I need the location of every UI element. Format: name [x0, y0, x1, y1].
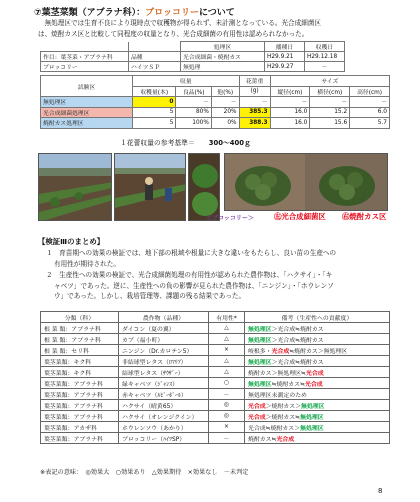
info-header: 播種日	[265, 42, 305, 52]
effect-mark: ○	[209, 378, 245, 389]
results-row: 光合成細菌処理区 5 80% 20% 385.3 16.0 15.2 6.0	[41, 107, 390, 118]
crop-note: 岐根多・光合成≒焼酎カス＞無処理区	[245, 345, 390, 356]
field-photo	[38, 153, 112, 221]
photo-strip	[38, 153, 388, 225]
section-title	[34, 5, 235, 18]
results-row: 無処理区 0 － － － － － －	[41, 97, 390, 108]
effect-mark: △	[209, 323, 245, 334]
info-cell: ハイツＳＰ	[129, 62, 181, 72]
results-subheader: 高径(cm)	[350, 86, 390, 97]
plant-photo	[188, 153, 220, 221]
results-subheader: 縦径(cm)	[270, 86, 310, 97]
crop-row: 葉茎菜類：アカザ科 ホウレンソウ（あかり） × 光合成≒焼酎カス＞無処理区	[41, 422, 390, 433]
photo-caption-right: ㊨焼酎カス区	[342, 212, 387, 221]
effect-mark: ◎	[209, 400, 245, 411]
effect-mark: △	[209, 367, 245, 378]
crop-note: 焼酎カス≒光合成	[245, 433, 390, 444]
effect-mark: ×	[209, 422, 245, 433]
crop-row: 根 菜 類：アブラナ科 カブ（福小町） △ 無処理区＞光合成≒焼酎カス	[41, 334, 390, 345]
effect-mark: －	[209, 433, 245, 444]
results-subheader: 収穫量(本)	[133, 86, 176, 97]
crop-row: 根 菜 類：セリ科 ニンジン（Dr.カロテン5） × 岐根多・光合成≒焼酎カス＞無処理区	[41, 345, 390, 356]
results-subheader: 他(%)	[211, 86, 239, 97]
field-work-photo	[114, 153, 186, 221]
crop-row: 葉茎菜類：アブラナ科 赤キャベツ（ﾙﾋﾞｰﾎﾞｰﾙ） － 無処理区未測定のため	[41, 389, 390, 400]
results-header: 花蕾重	[239, 76, 270, 87]
crop-note: 焼酎カス＞無処理区≒光合成	[245, 367, 390, 378]
intro-line: 無処理区では生育不良により現時点で収穫物が得られず、未計測となっている。光合成細菌区	[38, 19, 322, 27]
crop-note: 無処理区＞光合成≒焼酎カス	[245, 356, 390, 367]
results-subheader: 良品(%)	[176, 86, 211, 97]
crop-note: 無処理区未測定のため	[245, 389, 390, 400]
photo-caption-left: ㊧光合成細菌区	[274, 212, 326, 221]
crop-row: 葉茎菜類：キク科 非結球型レタス（ﾛﾏﾘｱ） △ 無処理区＞光合成≒焼酎カス	[41, 356, 390, 367]
info-cell: ブロッコリー	[41, 62, 129, 72]
crop-note: 無処理区＞光合成≒焼酎カス	[245, 323, 390, 334]
summary-heading: 【検証Ⅲのまとめ】	[38, 237, 105, 246]
info-cell: H29.12.18	[305, 52, 345, 62]
crop-table-header: 有用性*	[209, 312, 245, 323]
results-subheader: (g)	[239, 86, 270, 97]
results-header: 収量	[133, 76, 240, 87]
legend-note: ※表記の意味： ◎効果大 ○効果あり △効果期待 ×効果なし －未判定	[40, 469, 249, 476]
results-subheader: 横径(cm)	[310, 86, 350, 97]
results-header: サイズ	[270, 76, 389, 87]
info-table	[40, 41, 345, 72]
crop-table-header: 分類（科）	[41, 312, 119, 323]
summary-point-1: １ 育苗期への効果の検証では、地下部の根域や根量に大きな違いをもたらし、良い苗の生産への 有用性が期待された。	[46, 249, 337, 268]
summary-point-2: ２ 生産性への効果の検証で、光合成細菌処理の有用性が認められた農作物は、「ハクサイ」・「キ ャベツ」であった。逆に、生産性への負の影響が見られた農作物は、「ニンジン」・「ホウレンソ ウ」であった。しかし、栽培管理等、課題の残る結果であった。	[46, 271, 334, 300]
crop-note: 無処理区≒焼酎カス≒光合成	[245, 378, 390, 389]
effect-mark: ×	[209, 345, 245, 356]
effect-mark: △	[209, 334, 245, 345]
info-cell: －	[305, 62, 345, 72]
results-header: 試験区	[41, 76, 133, 97]
title-suffix: について	[198, 8, 235, 18]
title-prefix: ⑦葉茎菜類（アブラナ科）：	[34, 8, 146, 18]
info-header: 収穫日	[305, 42, 345, 52]
intro-paragraph	[38, 18, 390, 40]
info-header: 処理区	[181, 42, 265, 52]
page-number: 8	[378, 487, 383, 495]
photo-caption-label: ＜ブロッコリー＞	[206, 215, 254, 222]
crop-row: 葉茎菜類：キク科 結球型レタス（ｻｳｻﾞｰ） △ 焼酎カス＞無処理区≒光合成	[41, 367, 390, 378]
title-highlight: ブロッコリー	[145, 8, 199, 18]
crop-row: 根 菜 類：アブラナ科 ダイコン（夏の翼） △ 無処理区＞光合成≒焼酎カス	[41, 323, 390, 334]
crop-note: 光合成＞焼酎カス＞無処理区	[245, 400, 390, 411]
crop-note: 光合成＞焼酎カス≒無処理区	[245, 411, 390, 422]
intro-line: は、焼酎カス区と比較して同程度の収量となり、光合成細菌の有用性は認められなかった。	[38, 30, 309, 38]
crop-effect-table	[40, 311, 390, 444]
crop-row: 葉茎菜類：アブラナ科 ブロッコリー（ﾊｲﾂSP） － 焼酎カス≒光合成	[41, 433, 390, 444]
crop-table-header: 農作物（品種）	[119, 312, 209, 323]
crop-row: 葉茎菜類：アブラナ科 緑キャベツ（ｼﾞｬﾝｽ） ○ 無処理区≒焼酎カス≒光合成	[41, 378, 390, 389]
info-cell: 作目：葉茎菜・アブラナ科	[41, 52, 129, 62]
info-cell: 光合成細菌・焼酎カス	[181, 52, 265, 62]
info-cell: 品種	[129, 52, 181, 62]
effect-mark: ◎	[209, 411, 245, 422]
info-cell: H29.9.21	[265, 52, 305, 62]
crop-row: 葉茎菜類：アブラナ科 ハクサイ（オレンジクイン） ◎ 光合成＞焼酎カス≒無処理区	[41, 411, 390, 422]
info-cell: 無処理	[181, 62, 265, 72]
effect-mark: －	[209, 389, 245, 400]
results-row: 焼酎カス処理区 5 100% 0% 388.3 16.0 15.6 5.7	[41, 118, 390, 129]
broccoli-comparison-photo	[224, 153, 388, 211]
reference-note: １花蕾収量の参考基準＝ 300～400ｇ	[120, 139, 251, 147]
results-table	[40, 75, 390, 129]
crop-note: 光合成≒焼酎カス＞無処理区	[245, 422, 390, 433]
effect-mark: △	[209, 356, 245, 367]
crop-table-header: 備考（生産性への貢献度）	[245, 312, 390, 323]
info-cell: H29.9.27	[265, 62, 305, 72]
crop-note: 無処理区＞光合成≒焼酎カス	[245, 334, 390, 345]
crop-row: 葉茎菜類：アブラナ科 ハクサイ（晴黄65） ◎ 光合成＞焼酎カス＞無処理区	[41, 400, 390, 411]
